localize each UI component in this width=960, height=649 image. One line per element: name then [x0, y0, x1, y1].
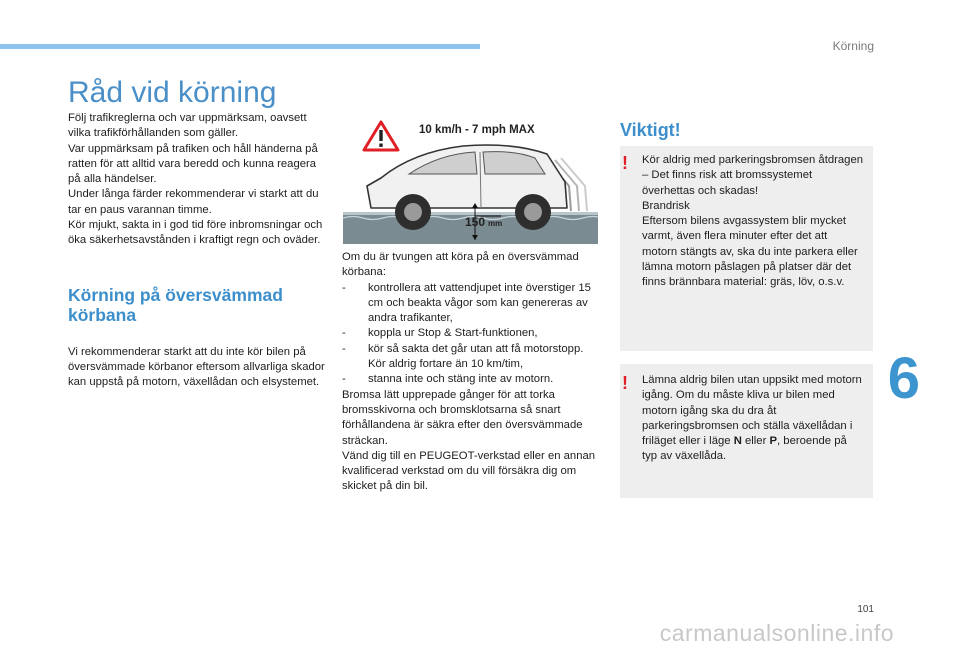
flooded-road-illustration	[343, 116, 598, 244]
depth-unit: mm	[488, 219, 503, 228]
fire-risk-label: Brandrisk	[642, 199, 690, 212]
intro-paragraph: Under långa färder rekommenderar vi starkt att du tar en paus varannan timme.	[68, 188, 319, 216]
list-item-text: kontrollera att vattendjupet inte överstiger 15 cm och beakta vågor som kan genereras av andra trafikanter,	[368, 281, 591, 325]
page-number: 101	[857, 604, 874, 615]
unattended-warning: Lämna aldrig bilen utan uppsikt med motorn igång. Om du måste kliva ur bilen med motorn igång ska du dra åt parkeringsbromsen och ställa växellådan i friläget eller i läge N eller P, beroende på typ av växellåda.	[642, 374, 862, 463]
braking-advice: Bromsa lätt upprepade gånger för att torka bromsskivorna och bromsklotsarna så snart förhållandena är säkra efter den översvämmade sträckan.	[342, 388, 583, 447]
list-item-text: kör så sakta det går utan att få motorstopp. Kör aldrig fortare än 10 km/tim,	[368, 342, 584, 371]
exclamation-icon: !	[622, 373, 628, 393]
intro-paragraph: Var uppmärksam på trafiken och håll händerna på ratten för att alltid vara beredd och kunna reagera på alla händelser.	[68, 142, 318, 186]
intro-paragraph: Kör mjukt, sakta in i god tid före inbromsningar och öka säkerhetsavstånden i kraftigt regn och oväder.	[68, 219, 323, 247]
list-dash: -	[342, 327, 346, 340]
list-item	[342, 342, 604, 373]
flooded-road-text: Vi rekommenderar starkt att du inte kör bilen på översvämmade körbanor eftersom allvarliga skador kan uppstå på motorn, växellådan och elsystemet.	[68, 345, 325, 389]
page-title: Råd vid körning	[68, 76, 277, 109]
column-middle	[342, 250, 604, 495]
flooded-intro: Om du är tvungen att köra på en översvämmad körbana:	[342, 251, 579, 279]
important-heading: Viktigt!	[620, 120, 681, 140]
exclamation-icon: !	[622, 153, 628, 173]
list-item-text: stanna inte och stäng inte av motorn.	[368, 373, 554, 386]
list-item	[342, 372, 604, 387]
list-item	[342, 326, 604, 341]
watermark: carmanualsonline.info	[659, 620, 894, 646]
warning-triangle-icon	[364, 122, 398, 150]
list-dash: -	[342, 342, 346, 355]
warning-box	[620, 146, 873, 351]
warning-text	[642, 153, 864, 291]
warning-box	[620, 364, 873, 498]
list-item-text: koppla ur Stop & Start-funktionen,	[368, 327, 538, 340]
workshop-advice: Vänd dig till en PEUGEOT-verkstad eller en annan kvalificerad verkstad om du vill försäkra dig om skicket på din bil.	[342, 449, 596, 493]
intro-paragraph: Följ trafikreglerna och var uppmärksam, oavsett vilka trafikförhållanden som gäller.	[68, 112, 307, 140]
gear-p: P	[769, 435, 778, 448]
warning-text	[642, 373, 864, 465]
flooded-steps-list	[342, 281, 604, 388]
column-left	[68, 111, 326, 391]
gear-n: N	[733, 435, 742, 448]
exhaust-warning: Eftersom bilens avgassystem blir mycket varmt, även flera minuter efter det att motorn stängts av, ska du inte parkera eller lämna motorn påslagen på platser där det finns brännbara material: gräs, löv, o.s.v.	[642, 215, 858, 289]
chapter-number: 6	[887, 346, 920, 411]
depth-value: 150	[465, 215, 486, 229]
list-item	[342, 281, 604, 327]
top-accent-bar	[0, 44, 480, 49]
list-dash: -	[342, 373, 346, 386]
parking-brake-warning: Kör aldrig med parkeringsbromsen åtdragen – Det finns risk att bromssystemet överhettas och skadas!	[642, 154, 864, 197]
section-name: Körning	[832, 39, 874, 53]
flooded-road-heading: Körning på översvämmad körbana	[68, 284, 283, 325]
list-dash: -	[342, 281, 346, 294]
speed-limit-label: 10 km/h - 7 mph MAX	[419, 124, 535, 136]
